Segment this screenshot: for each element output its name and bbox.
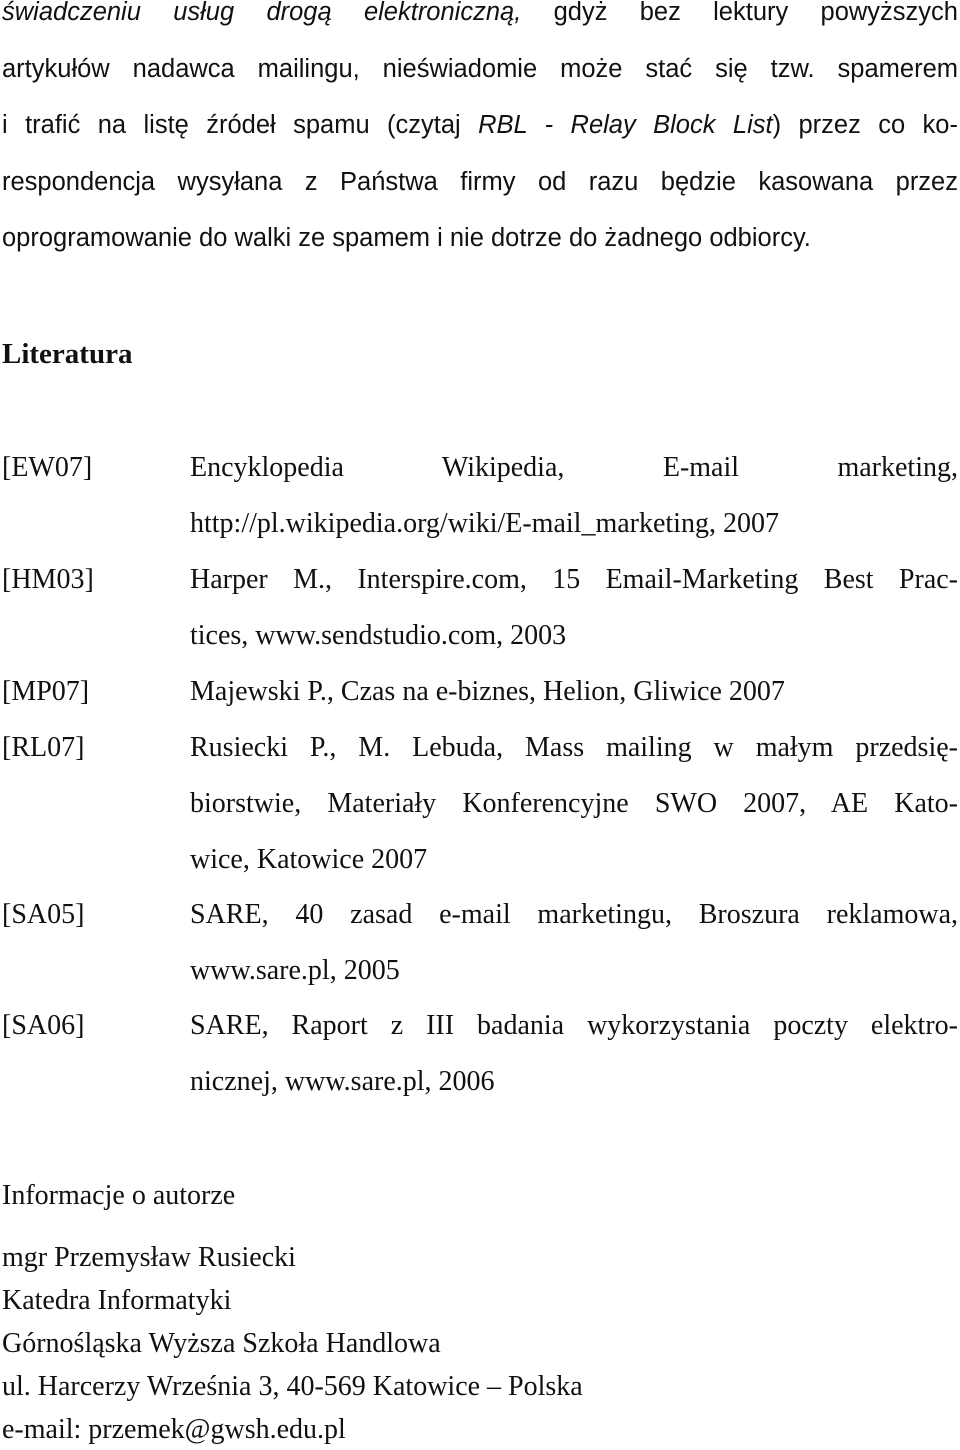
- intro-line-3-b: ) przez co ko-: [772, 111, 958, 139]
- intro-line-1-rest: gdyż bez lektury powyższych: [521, 0, 958, 26]
- reference-text: Majewski P., Czas na e-biznes, Helion, Gliwice 2007: [190, 676, 785, 707]
- reference-key: [SA05]: [2, 899, 85, 930]
- author-name: mgr Przemysław Rusiecki: [2, 1242, 296, 1273]
- author-school: Górnośląska Wyższa Szkoła Handlowa: [2, 1328, 441, 1359]
- reference-text: Encyklopedia Wikipedia, E-mail marketing,: [190, 452, 958, 483]
- reference-text: Harper M., Interspire.com, 15 Email-Marketing Best Prac-: [190, 564, 958, 595]
- author-address: ul. Harcerzy Września 3, 40-569 Katowice – Polska: [2, 1371, 583, 1402]
- reference-text: wice, Katowice 2007: [190, 844, 428, 875]
- reference-text: Rusiecki P., M. Lebuda, Mass mailing w małym przedsię-: [190, 732, 958, 763]
- reference-text: tices, www.sendstudio.com, 2003: [190, 620, 567, 651]
- reference-key: [MP07]: [2, 676, 90, 707]
- author-email: e-mail: przemek@gwsh.edu.pl: [2, 1414, 346, 1445]
- reference-key: [EW07]: [2, 452, 93, 483]
- author-heading: Informacje o autorze: [2, 1180, 236, 1211]
- reference-key: [HM03]: [2, 564, 94, 595]
- intro-line-3-a: i trafić na listę źródeł spamu (czytaj: [2, 111, 479, 139]
- reference-text: http://pl.wikipedia.org/wiki/E-mail_marketing, 2007: [190, 508, 779, 539]
- reference-text: nicznej, www.sare.pl, 2006: [190, 1066, 495, 1097]
- intro-line-2: artykułów nadawca mailingu, nieświadomie może stać się tzw. spamerem: [2, 55, 958, 83]
- intro-line-3-italic: RBL - Relay Block List: [478, 111, 773, 139]
- reference-text: www.sare.pl, 2005: [190, 955, 400, 986]
- author-department: Katedra Informatyki: [2, 1285, 232, 1316]
- intro-line-1: [2, 0, 958, 27]
- reference-text: biorstwie, Materiały Konferencyjne SWO 2007, AE Kato-: [190, 788, 958, 819]
- intro-line-3: [2, 111, 958, 140]
- intro-line-1-italic: świadczeniu usług drogą elektroniczną,: [2, 0, 522, 26]
- literature-heading: Literatura: [2, 338, 133, 370]
- intro-line-5: oprogramowanie do walki ze spamem i nie dotrze do żadnego odbiorcy.: [2, 224, 811, 252]
- reference-text: SARE, Raport z III badania wykorzystania poczty elektro-: [190, 1010, 958, 1041]
- reference-key: [RL07]: [2, 732, 85, 763]
- intro-line-4: respondencja wysyłana z Państwa firmy od razu będzie kasowana przez: [2, 168, 958, 196]
- reference-key: [SA06]: [2, 1010, 85, 1041]
- reference-text: SARE, 40 zasad e-mail marketingu, Broszura reklamowa,: [190, 899, 958, 930]
